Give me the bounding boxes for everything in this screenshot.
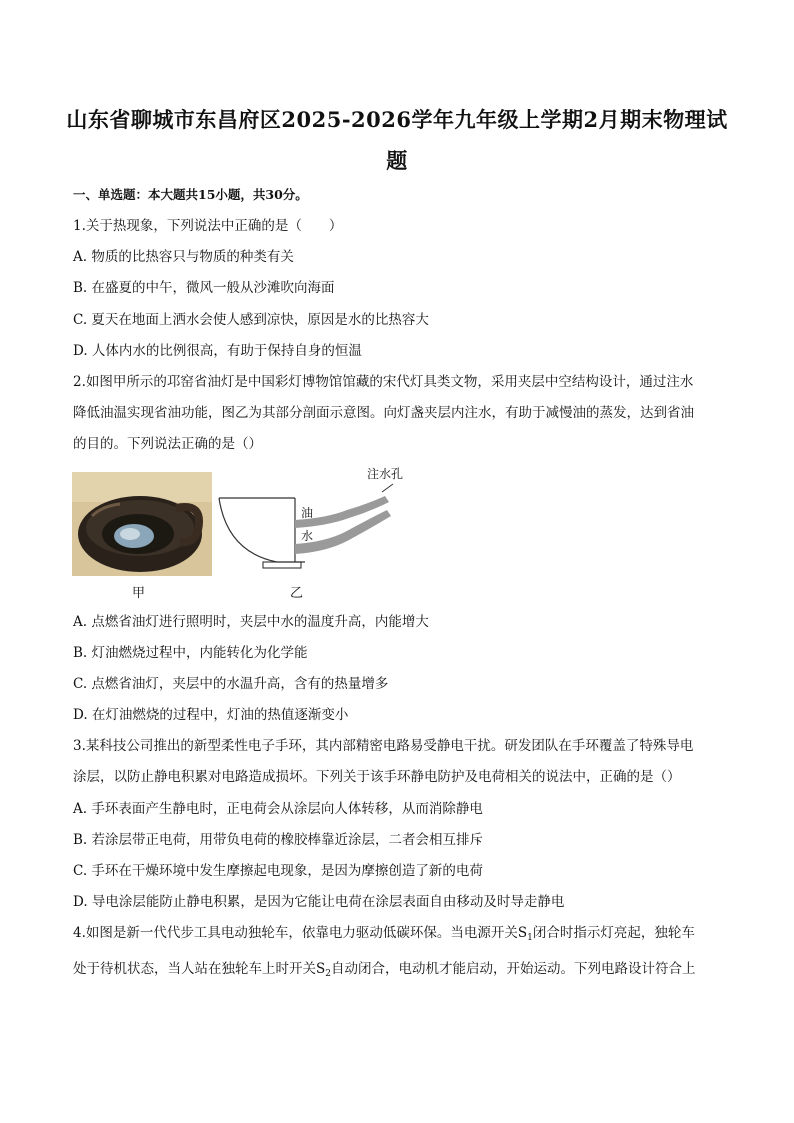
- q1-option-c: C. 夏天在地面上洒水会使人感到凉快，原因是水的比热容大: [73, 312, 429, 328]
- q1-option-a: A. 物质的比热容只与物质的种类有关: [73, 249, 294, 265]
- q4-line1-part-b: 闭合时指示灯亮起，独轮车: [532, 925, 695, 941]
- q2-stem-line1: 2.如图甲所示的邛窑省油灯是中国彩灯博物馆馆藏的宋代灯具类文物，采用夹层中空结构设计，通过注水: [73, 374, 694, 390]
- q4-line1-part-a: 4.如图是新一代代步工具电动独轮车，依靠电力驱动低碳环保。当电源开关S: [73, 925, 528, 941]
- exam-title-line2: 题: [386, 148, 408, 173]
- q3-option-a: A. 手环表面产生静电时，正电荷会从涂层向人体转移，从而消除静电: [73, 801, 483, 817]
- q2-figure: [72, 462, 432, 602]
- label-water: 水: [301, 529, 314, 543]
- q4-line2-part-b: 自动闭合，电动机才能启动，开始运动。下列电路设计符合上: [330, 961, 696, 977]
- label-fill-hole: 注水孔: [367, 467, 404, 481]
- lamp-cross-section-diagram: [217, 462, 427, 592]
- q3-stem-line1: 3.某科技公司推出的新型柔性电子手环，其内部精密电路易受静电干扰。研发团队在手环覆盖了特殊导电: [73, 738, 694, 754]
- q4-line2-part-a: 处于待机状态，当人站在独轮车上时开关S: [73, 961, 326, 977]
- q3-option-c: C. 手环在干燥环境中发生摩擦起电现象，是因为摩擦创造了新的电荷: [73, 863, 483, 879]
- caption-a: 甲: [132, 586, 146, 601]
- q2-option-d: D. 在灯油燃烧的过程中，灯油的热值逐渐变小: [73, 707, 349, 723]
- section-header: 一、单选题：本大题共15小题，共30分。: [73, 187, 308, 202]
- q4-stem-line2: [73, 960, 695, 983]
- exam-title-line1: 山东省聊城市东昌府区2025-2026学年九年级上学期2月期末物理试: [66, 107, 728, 132]
- q3-option-b: B. 若涂层带正电荷，用带负电荷的橡胶棒靠近涂层，二者会相互排斥: [73, 832, 484, 848]
- q3-stem-line2: 涂层，以防止静电积累对电路造成损坏。下列关于该手环静电防护及电荷相关的说法中，正确的是（）: [73, 769, 681, 785]
- q4-sub-1: 1: [527, 933, 533, 943]
- q1-stem: 1.关于热现象，下列说法中正确的是（ ）: [73, 218, 343, 234]
- q2-option-c: C. 点燃省油灯，夹层中的水温升高，含有的热量增多: [73, 676, 389, 692]
- q2-option-a: A. 点燃省油灯进行照明时，夹层中水的温度升高，内能增大: [73, 614, 429, 630]
- q2-option-b: B. 灯油燃烧过程中，内能转化为化学能: [73, 645, 308, 661]
- oil-lamp-photo: [72, 472, 212, 576]
- q2-stem-line2: 降低油温实现省油功能，图乙为其部分剖面示意图。向灯盏夹层内注水，有助于减慢油的蒸发，达到省油: [73, 405, 694, 421]
- q2-stem-line3: 的目的。下列说法正确的是（）: [73, 436, 262, 452]
- q1-option-b: B. 在盛夏的中午，微风一般从沙滩吹向海面: [73, 280, 335, 296]
- q3-option-d: D. 导电涂层能防止静电积累，是因为它能让电荷在涂层表面自由移动及时导走静电: [73, 894, 565, 910]
- q4-stem-line1: [73, 924, 695, 947]
- q1-option-d: D. 人体内水的比例很高，有助于保持自身的恒温: [73, 343, 362, 359]
- caption-b: 乙: [290, 586, 304, 601]
- q4-sub-2: 2: [325, 969, 331, 979]
- label-oil: 油: [301, 506, 314, 520]
